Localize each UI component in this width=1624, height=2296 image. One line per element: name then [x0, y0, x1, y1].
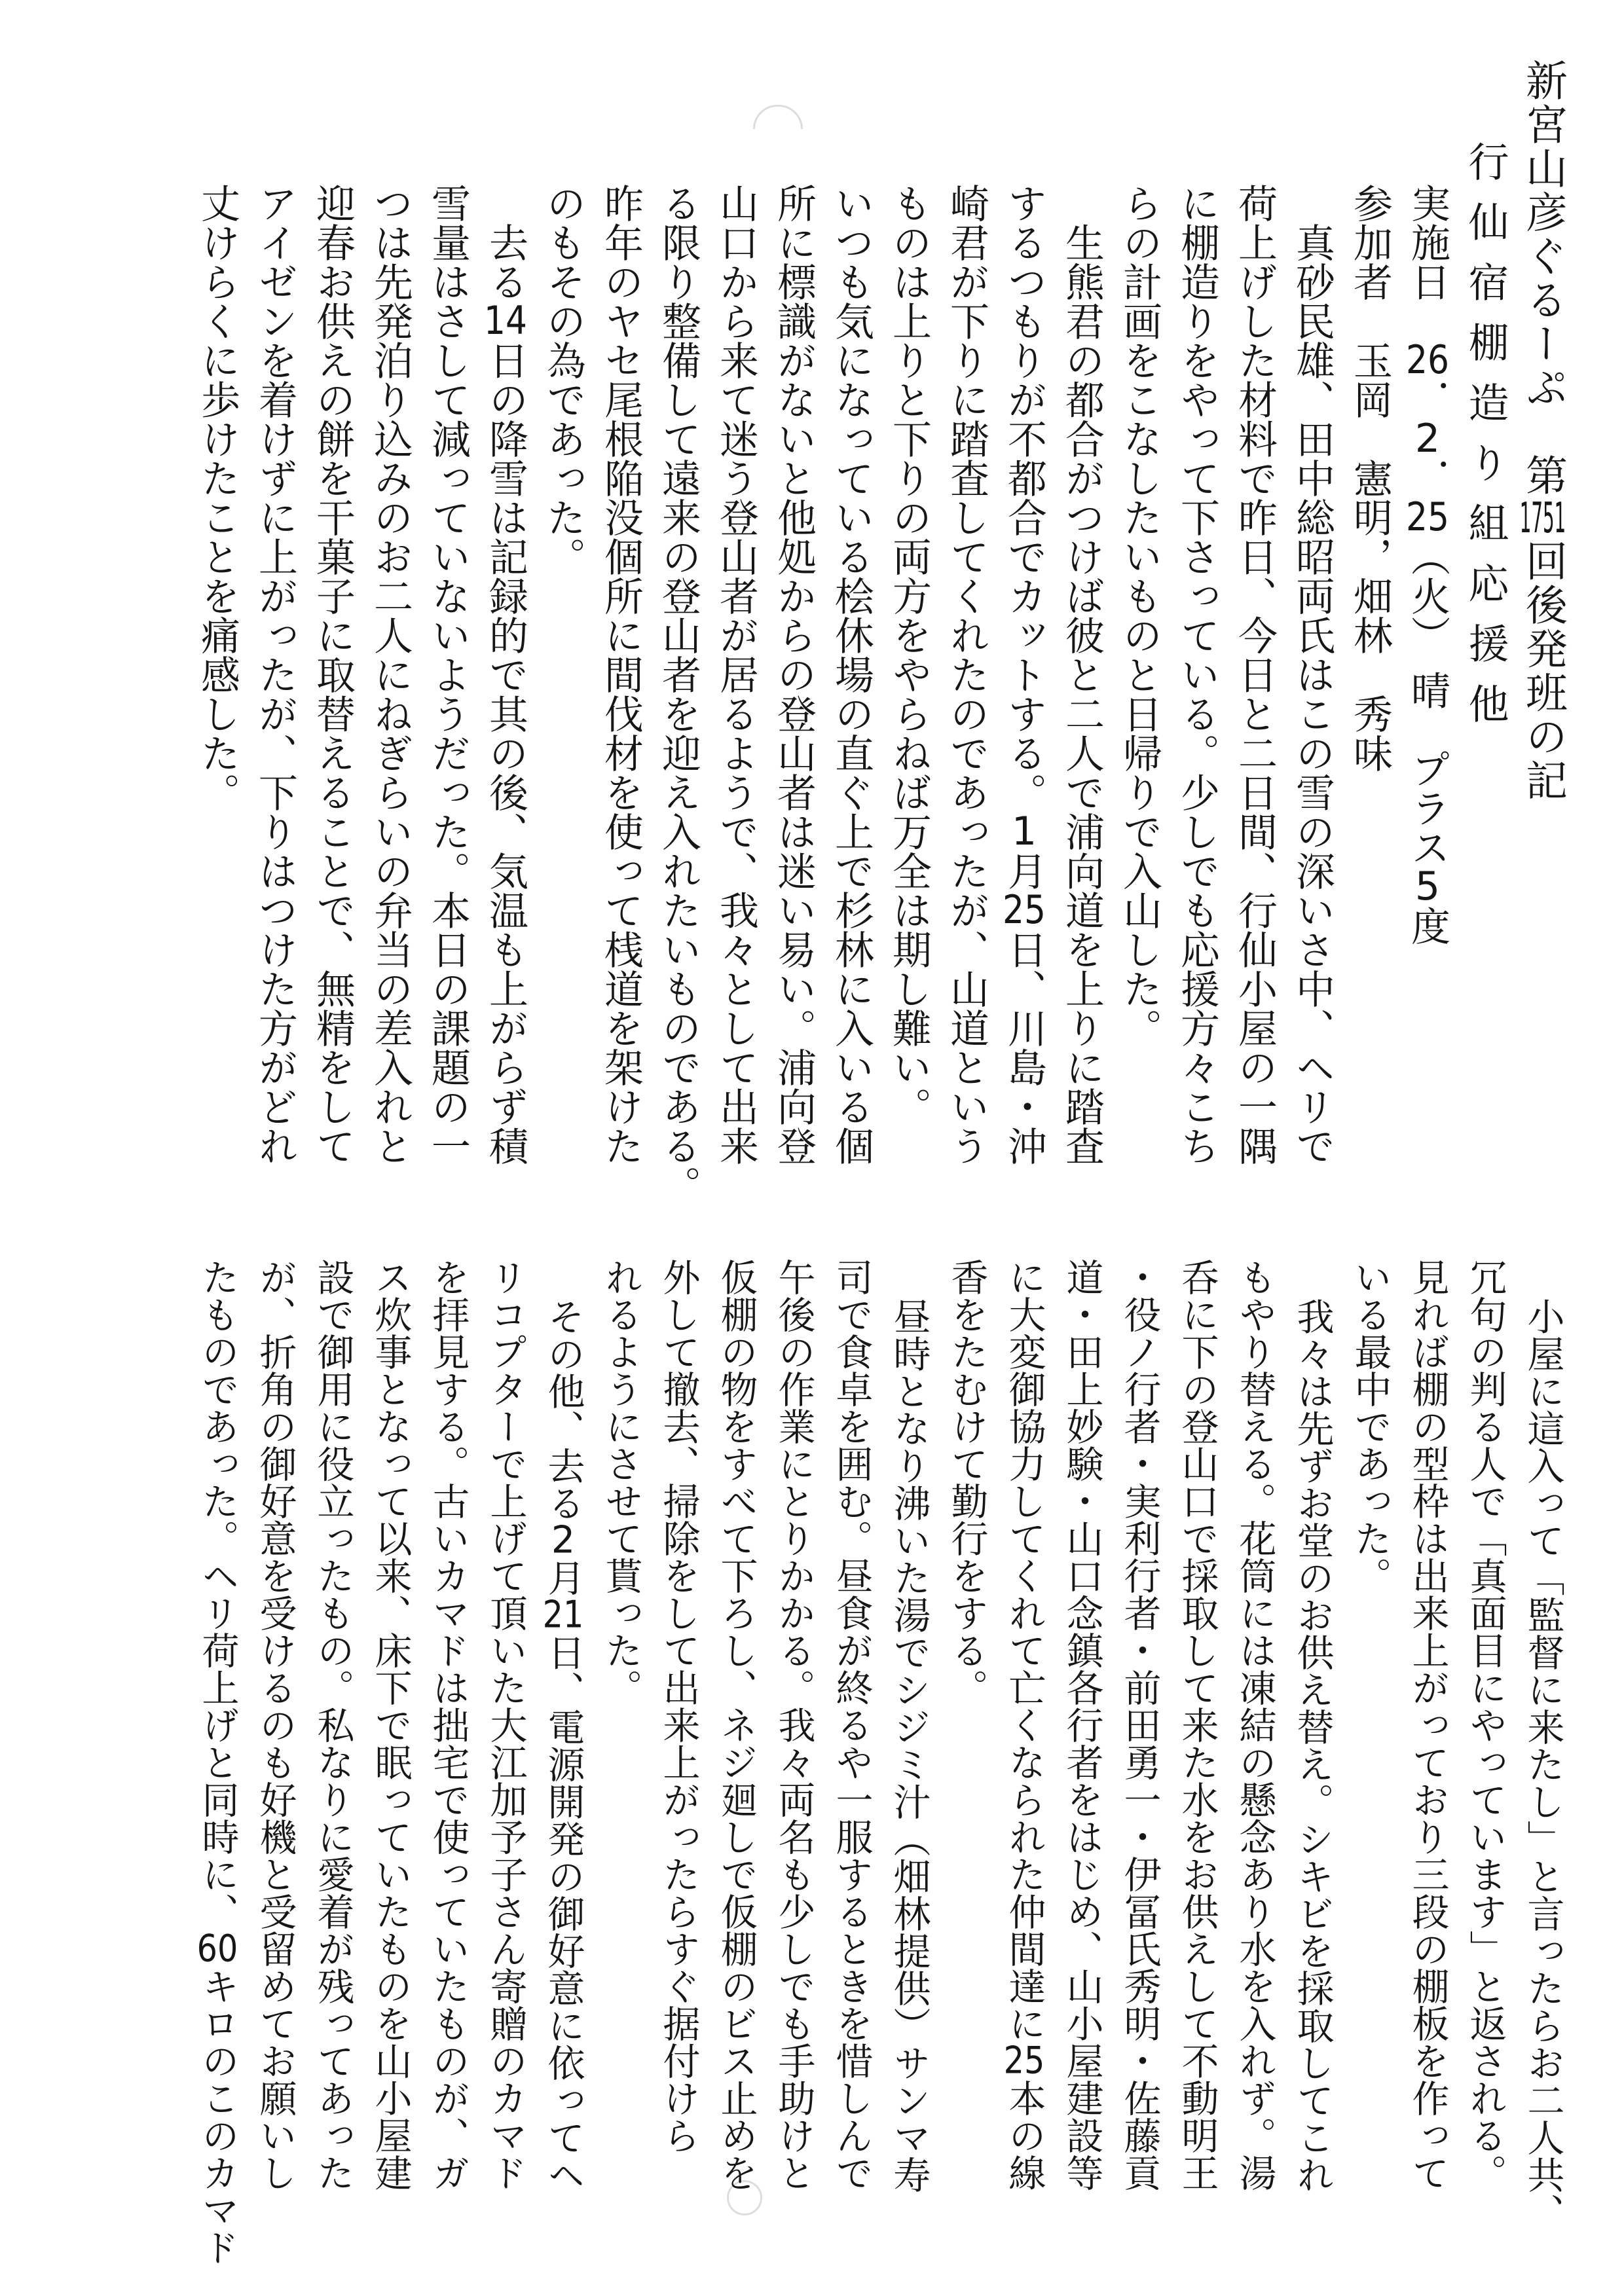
body-line: 呑に下の登山口で採取して来た水をお供えして不動明王: [1175, 1258, 1219, 2191]
body-line: 荷上げした材料で昨日、今日と二日間、行仙小屋の一隅: [1232, 183, 1278, 1165]
numeral: 25: [1406, 498, 1449, 537]
body-line: る限り整備して遠来の登山者を迎え入れたいものである。: [655, 183, 701, 1205]
body-line: 我々は先ずお堂のお供え替え。シキビを採取してこれ: [1291, 1298, 1334, 2193]
body-line: その他、去る2月21日、電源開発の御好意に依ってヘ: [542, 1298, 585, 2193]
body-line: 設で御用に役立ったもの。私なりに愛着が残ってあった: [311, 1258, 354, 2191]
body-line: らの計画をこなしたいものと日帰りで入山した。: [1116, 183, 1162, 1048]
body-line: 小屋に這入って「監督に来たし」と言ったらお二人共、: [1521, 1298, 1564, 2231]
body-line: に大変御協力してくれて亡くなられた仲間達に25本の線: [1003, 1258, 1046, 2191]
document-title: 新宮山彦ぐるーぷ 第1751回後発班の記: [1519, 59, 1567, 803]
weather-value: 晴: [1405, 670, 1450, 710]
body-line: 所に標識がないと他処からの登山者は迷い易い。浦向登: [771, 183, 817, 1165]
body-line: 外して撤去、掃除をして出来上がったらすぐ据付けら: [657, 1258, 700, 2154]
numeral: 25: [1003, 890, 1046, 930]
body-line: のもその為であった。: [540, 183, 586, 576]
body-line: 司で食卓を囲む。昼食が終るや一服するときを惜しんで: [830, 1258, 873, 2191]
body-line: つは先発泊り込みのお二人にねぎらいの弁当の差入れと: [367, 183, 413, 1165]
date-value: 26．2．25（火）: [1405, 340, 1450, 655]
date-line: [1399, 46, 1456, 1257]
temperature-value: プラス5度: [1405, 749, 1450, 945]
numeral: 1: [1011, 812, 1037, 851]
body-line: いつも気になっている桧休場の直ぐ上で杉林に入いる個: [828, 183, 874, 1165]
body-line: リコプターで上げて頂いた大江加予子さん寄贈のカマド: [484, 1258, 527, 2191]
report-upper-section: [189, 46, 1572, 1257]
date-label: 実施日: [1405, 183, 1450, 301]
numeral: 60: [196, 1930, 238, 1967]
body-line: 去る14日の降雪は記録的で其の後、気温も上がらず積: [483, 223, 528, 1165]
body-line: ス炊事となって以来、床下で眠っていたものを山小屋建: [369, 1258, 412, 2191]
body-line: 真砂民雄、田中総昭両氏はこの雪の深いさ中、ヘリで: [1289, 223, 1335, 1165]
body-line: アイゼンを着けずに上がったが、下りはつけた方がどれ: [252, 183, 298, 1165]
body-line: 昼時となり沸いた湯でシジミ汁（畑林提供）サンマ寿: [887, 1298, 931, 2193]
body-line: 崎君が下りに踏査してくれたのであったが、山道という: [944, 183, 989, 1165]
numeral: 25: [1003, 2042, 1045, 2079]
document-subtitle: 行仙宿棚造り組応援他: [1462, 141, 1509, 743]
body-line: たものであった。ヘリ荷上げと同時に、60キロのこのカマド: [196, 1258, 239, 2266]
body-line: ・役ノ行者・実利行者・前田勇一・伊冨氏秀明・佐藤貢: [1118, 1258, 1161, 2191]
numeral: 26: [1406, 340, 1449, 380]
body-line: 迎春お供えの餅を干菓子に取替えることで、無精をして: [310, 183, 356, 1165]
participants-value: 玉岡 憲明，畑林 秀味: [1347, 340, 1393, 773]
participants-label: 参加者: [1347, 183, 1393, 301]
body-line: するつもりが不都合でカットする。1月25日、川島・沖: [1001, 183, 1047, 1165]
report-lower-section: [189, 1250, 1572, 2291]
body-line: 道・田上妙験・山口念鎮各行者をはじめ、山小屋建設等: [1060, 1258, 1103, 2191]
body-line: 香をたむけて勤行をする。: [945, 1258, 988, 1706]
numeral: 2: [551, 1522, 576, 1559]
body-line: 見れば棚の型枠は出来上がっており三段の棚板を作って: [1406, 1258, 1449, 2191]
body-line: に棚造りをやって下さっている。少しでも応援方々こち: [1174, 183, 1220, 1165]
body-line: 山口から来て迷う登山者が居るようで、我々として出来: [713, 183, 759, 1165]
body-line: 生熊君の都合がつけば彼と二人で浦向道を上りに踏査: [1059, 223, 1105, 1165]
body-line: れるようにさせて貰った。: [599, 1258, 642, 1706]
body-line: 丈けらくに歩けたことを痛感した。: [194, 183, 240, 812]
body-line: が、折角の御好意を受けるのも好機と受留めてお願いし: [253, 1258, 297, 2191]
numeral: 2: [1414, 419, 1441, 458]
body-line: いる最中であった。: [1348, 1258, 1392, 1594]
body-line: 仮棚の物をすべて下ろし、ネジ廻しで仮棚のビス止めを: [714, 1258, 758, 2191]
body-line: を拝見する。古いカマドは拙宅で使っていたものが、ガ: [426, 1258, 470, 2191]
body-line: ものは上りと下りの両方をやらねば万全は期し難い。: [886, 183, 932, 1126]
body-line: 雪量はさして減っていないようだった。本日の課題の一: [425, 183, 471, 1165]
body-line: もやり替える。花筒には凍結の懸念あり水を入れず。湯: [1233, 1258, 1276, 2191]
numeral: 14: [484, 301, 527, 340]
body-line: 冗句の判る人で「真面目にやっています」と返される。: [1464, 1258, 1507, 2191]
body-line: 午後の作業にとりかかる。我々両名も少しでも手助けと: [772, 1258, 815, 2191]
numeral: 21: [542, 1596, 584, 1633]
numeral: 5: [1414, 867, 1441, 906]
body-line: 昨年のヤセ尾根陥没個所に間伐材を使って桟道を架けた: [598, 183, 644, 1165]
numeral: 1751: [1519, 498, 1566, 539]
participants-line: [1341, 46, 1399, 1257]
